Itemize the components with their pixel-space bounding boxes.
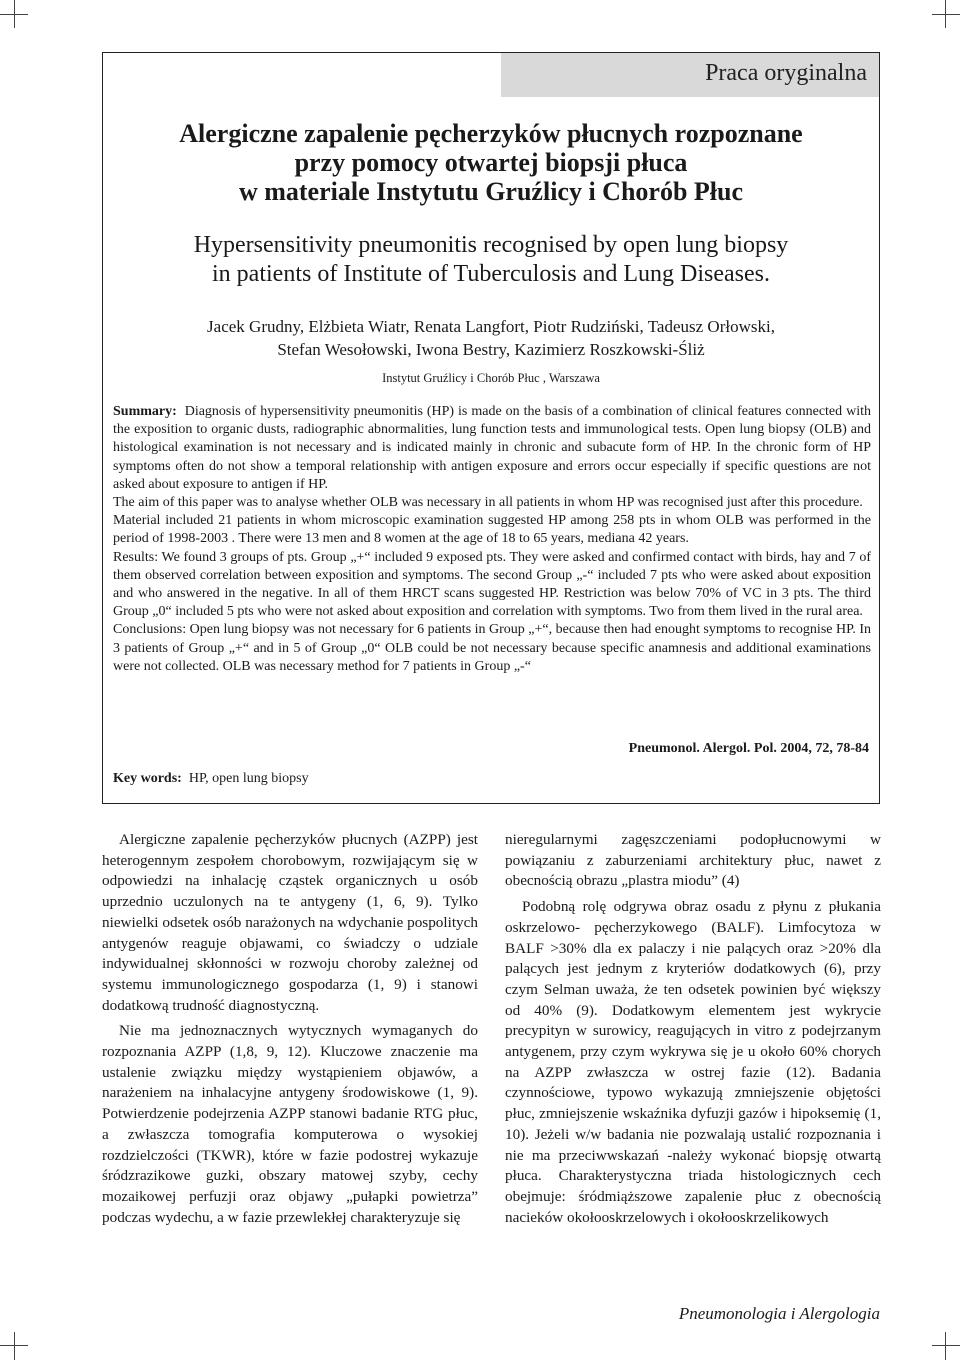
summary-conclusions: Conclusions: Open lung biopsy was not necessary for 6 patients in Group „+“, because then had enought symptoms to recognise HP. In 3 patients of Group „+“ and in 5 of Group „0“ OLB could be not necessary because specific anamnesis and additional examinations were not collected. OLB was necessary method for 7 patients in Group „-“ — [113, 622, 871, 674]
title-polish: Alergiczne zapalenie pęcherzyków płucnych rozpoznane przy pomocy otwartej biopsji płuca w materiale Instytutu Gruźlicy i Chorób Płuc — [179, 119, 803, 206]
summary-results: Results: We found 3 groups of pts. Group „+“ included 9 exposed pts. They were asked and confirmed contact with birds, hay and 7 of them observed correlation between exposition and symptoms. The second Group „-“ included 7 pts who were asked about exposition and who answered in the negative. In all of them HRCT scans suggested HP. Restriction was below 70% of VC in 3 pts. The third Group „0“ included 5 pts who were not asked about exposition and correlation with symptoms. Two from them lived in the rural area. — [113, 549, 871, 620]
keywords-label: Key words: — [113, 771, 182, 786]
summary-label: Summary: — [113, 404, 177, 419]
body-column-right — [505, 830, 881, 1233]
crop-mark — [945, 1332, 946, 1360]
citation: Pneumonol. Alergol. Pol. 2004, 72, 78-84 — [628, 741, 869, 756]
body-column-left — [102, 830, 478, 1233]
keywords-value: HP, open lung biopsy — [188, 771, 309, 786]
summary — [113, 403, 871, 676]
body-paragraph: Nie ma jednoznacznych wytycznych wymaganych do rozpoznania AZPP (1,8, 9, 12). Kluczowe znaczenie ma ustalenie związku między wystąpieniem objawów, a narażeniem na inhalacyjne antygeny środowiskowe (1, 9). Potwierdzenie podejrzenia AZPP stanowi badanie RTG płuc, a zwłaszcza tomografia komputerowa o wysokiej rozdzielczości (TKWR), które w fazie podostrej wykazuje śródzrazikowe guzki, obszary matowej szyby, cechy mozaikowej perfuzji oraz objawy „pułapki powietrza” podczas wydechu, a w fazie przewlekłej charakteryzuje się — [102, 1022, 478, 1226]
body-paragraph: nieregularnymi zagęszczeniami podopłucnowymi w powiązaniu z zaburzeniami architektury płuc, nawet z obecnością obrazu „plastra miodu” (4) — [505, 831, 881, 890]
body-paragraph: Alergiczne zapalenie pęcherzyków płucnych (AZPP) jest heterogennym zespołem chorobowym, rozwijającym się w odpowiedzi na inhalację cząstek organicznych u osób uprzednio uczulonych na te antygeny (1, 6, 9). Tylko niewielki odsetek osób narażonych na wdychanie pospolitych antygenów reaguje objawami, co świadczy o udziale indywidualnej skłonności w rozwoju choroby zależnej od systemu immunologicznego gospodarza (1, 9) i stanowi dodatkową trudność diagnostyczną. — [102, 831, 478, 1014]
section-tag: Praca oryginalna — [501, 53, 879, 97]
footer-journal: Pneumonologia i Alergologia — [678, 1304, 880, 1323]
title-english: Hypersensitivity pneumonitis recognised by open lung biopsy in patients of Institute of Tuberculosis and Lung Diseases. — [193, 232, 789, 287]
crop-mark — [932, 1345, 960, 1346]
crop-mark — [14, 1332, 15, 1360]
affiliation: Instytut Gruźlicy i Chorób Płuc , Warszawa — [382, 371, 600, 385]
abstract-box — [102, 52, 880, 804]
crop-mark — [14, 0, 15, 28]
crop-mark — [932, 14, 960, 15]
summary-material: Material included 21 patients in whom microscopic examination suggested HP among 258 pts in whom OLB was performed in the period of 1998-2003 . There were 13 men and 8 women at the age of 18 to 65 years, mediana 42 years. — [113, 513, 871, 547]
authors: Jacek Grudny, Elżbieta Wiatr, Renata Langfort, Piotr Rudziński, Tadeusz Orłowski, Stefan Wesołowski, Iwona Bestry, Kazimierz Roszkowski-Śliż — [207, 317, 775, 359]
crop-mark — [945, 0, 946, 28]
body-paragraph: Podobną rolę odgrywa obraz osadu z płynu z płukania oskrzelowo- pęcherzykowego (BALF). Limfocytoza w BALF >30% dla ex palaczy i nie palących oraz >20% dla palących jest jednym z kryteriów dodatkowych (6), przy czym Selman uważa, że ten odsetek powinien być większy od 40% (9). Dodatkowym elementem jest wykrycie precypityn w surowicy, reagujących in vitro z podejrzanym antygenem, przy czym wykrywa się je u około 60% chorych na AZPP zwłaszcza w ostrej fazie (12). Badania czynnościowe, typowo wykazują zmniejszenie objętości płuc, zmniejszenie wskaźnika dyfuzji gazów i hipoksemię (1, 10). Jeżeli w/w badania nie pozwalają ustalić rozpoznania i nie ma przeciwwskazań -należy wykonać biopsję otwartą płuca. Charakterystyczna triada histologicznych cech obejmuje: śródmiąższowe zapalenie płuc z obecnością nacieków okołooskrzelowych i okołooskrzelikowych — [505, 898, 881, 1226]
summary-intro: Summary: Diagnosis of hypersensitivity pneumonitis (HP) is made on the basis of a combination of clinical features connected with the exposition to organic dusts, radiographic abnormalities, lung function tests and immunological tests. Open lung biopsy (OLB) and histological examination is not necessary and is indicated mainly in chronic and subacute form of HP. In the chronic form of HP symptoms often do not show a temporal relationship with antigen exposure and errors occur especially if specific questions are not asked about exposure to antigen if HP. — [113, 404, 871, 492]
summary-aim: The aim of this paper was to analyse whether OLB was necessary in all patients in whom HP was recognised just after this procedure. — [113, 495, 863, 511]
keywords — [113, 771, 309, 787]
